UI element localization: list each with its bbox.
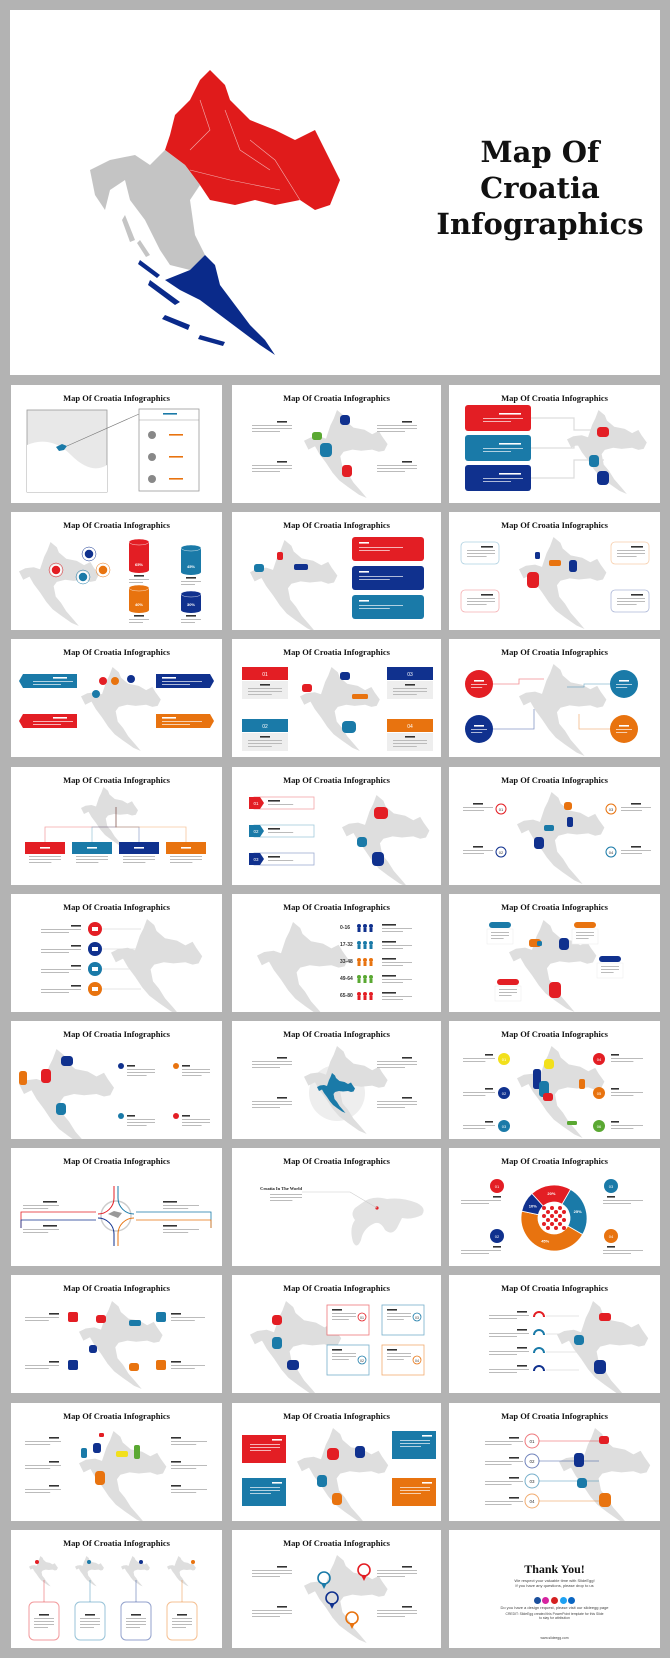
- slide-graphic: [11, 1148, 222, 1266]
- slide-title: Map Of Croatia Infographics: [501, 520, 608, 530]
- svg-text:04: 04: [415, 1359, 419, 1363]
- slide-title: Map Of Croatia Infographics: [63, 393, 170, 403]
- credit-text: CREDIT: SlideEgg created this PowerPoint template for this Slide to stay for attribution: [505, 1612, 604, 1620]
- svg-text:02: 02: [501, 1091, 507, 1096]
- slide-graphic: [232, 639, 441, 757]
- svg-text:04: 04: [608, 1234, 614, 1239]
- slide-title: Map Of Croatia Infographics: [63, 1538, 170, 1548]
- slide-thumbnail-15[interactable]: [232, 894, 441, 1012]
- slide-thumbnail-12[interactable]: [232, 767, 441, 885]
- slide-title: Map Of Croatia Infographics: [283, 647, 390, 657]
- slide-graphic: [232, 512, 441, 630]
- svg-text:49-64: 49-64: [340, 976, 353, 982]
- svg-text:03: 03: [608, 1184, 614, 1189]
- slide-thumbnail-7[interactable]: [449, 512, 660, 630]
- slide-thumbnail-21[interactable]: [232, 1148, 441, 1266]
- slide-title: Map Of Croatia Infographics: [63, 1283, 170, 1293]
- slide-graphic: [232, 894, 441, 1012]
- svg-text:0-16: 0-16: [340, 925, 351, 931]
- slide-graphic: [232, 767, 441, 885]
- svg-text:03: 03: [529, 1479, 535, 1484]
- svg-text:17-32: 17-32: [340, 942, 353, 948]
- croatia-map-shape: [111, 919, 202, 1012]
- design-request-text: Do you have a design request, please visit our slideegg page: [500, 1605, 609, 1610]
- twitter-icon[interactable]: [560, 1597, 567, 1604]
- website-link[interactable]: www.slideegg.com: [540, 1636, 569, 1640]
- croatia-map-shape: [29, 1556, 58, 1586]
- slide-graphic: [11, 639, 222, 757]
- svg-text:02: 02: [498, 850, 504, 855]
- svg-text:02: 02: [494, 1234, 500, 1239]
- svg-text:02: 02: [253, 829, 259, 834]
- slide-title: Map Of Croatia Infographics: [63, 902, 170, 912]
- slide-graphic: [449, 1403, 660, 1521]
- hero-title: [410, 134, 670, 242]
- slide-thumbnail-19[interactable]: [449, 1021, 660, 1139]
- croatia-map-shape: [167, 1556, 196, 1586]
- hero-title-line-3: Infographics: [436, 207, 644, 241]
- slide-thumbnail-16[interactable]: [449, 894, 660, 1012]
- svg-text:01: 01: [501, 1057, 507, 1062]
- slide-graphic: [11, 767, 222, 885]
- svg-text:04: 04: [608, 850, 614, 855]
- croatia-map-graphic: [50, 40, 350, 360]
- slide-title: Map Of Croatia Infographics: [501, 775, 608, 785]
- thank-you-title: Thank You!: [524, 1562, 585, 1576]
- svg-text:01: 01: [529, 1439, 535, 1444]
- slide-thumbnail-13[interactable]: [449, 767, 660, 885]
- slide-thumbnail-10[interactable]: [449, 639, 660, 757]
- svg-text:04: 04: [407, 724, 413, 730]
- croatia-map-shape: [81, 787, 138, 847]
- slide-title: Map Of Croatia Infographics: [63, 520, 170, 530]
- svg-text:03: 03: [608, 807, 614, 812]
- facebook-icon[interactable]: [534, 1597, 541, 1604]
- slide-title: Map Of Croatia Infographics: [63, 647, 170, 657]
- svg-text:30%: 30%: [186, 602, 196, 607]
- svg-text:03: 03: [501, 1124, 507, 1129]
- slide-title: Map Of Croatia Infographics: [501, 1411, 608, 1421]
- slide-graphic: [11, 1403, 222, 1521]
- croatia-map-shape: [304, 1555, 388, 1643]
- slide-thumbnail-29[interactable]: [11, 1530, 222, 1648]
- slide-graphic: [449, 639, 660, 757]
- slide-thumbnail-30[interactable]: [232, 1530, 441, 1648]
- slide-thumbnail-20[interactable]: [11, 1148, 222, 1266]
- slide-thumbnail-31[interactable]: [449, 1530, 660, 1648]
- slide-graphic: [11, 1021, 222, 1139]
- slide-title: Map Of Croatia Infographics: [283, 520, 390, 530]
- svg-text:03: 03: [415, 1316, 419, 1320]
- croatia-map-shape: [121, 1556, 150, 1586]
- slide-graphic: [449, 1275, 660, 1393]
- slide-title: Map Of Croatia Infographics: [283, 1029, 390, 1039]
- slide-graphic: [232, 1403, 441, 1521]
- slide-graphic: [232, 1021, 441, 1139]
- linkedin-icon[interactable]: [568, 1597, 575, 1604]
- slide-graphic: [232, 385, 441, 503]
- slide-title: Map Of Croatia Infographics: [501, 1156, 608, 1166]
- slide-thumbnail-24[interactable]: [232, 1275, 441, 1393]
- slide-thumbnail-11[interactable]: [11, 767, 222, 885]
- svg-text:01: 01: [494, 1184, 500, 1189]
- slide-graphic: [449, 512, 660, 630]
- slide-graphic: [449, 385, 660, 503]
- youtube-icon[interactable]: [551, 1597, 558, 1604]
- slide-thumbnail-9[interactable]: [232, 639, 441, 757]
- slide-thumbnail-6[interactable]: [232, 512, 441, 630]
- slide-thumbnail-28[interactable]: [449, 1403, 660, 1521]
- instagram-icon[interactable]: [542, 1597, 549, 1604]
- croatia-map-shape: [297, 1428, 388, 1521]
- svg-text:Croatia In The World: Croatia In The World: [260, 1186, 302, 1191]
- slide-graphic: [11, 1275, 222, 1393]
- svg-text:01: 01: [253, 801, 259, 806]
- slide-graphic: [11, 512, 222, 630]
- slide-graphic: [11, 1530, 222, 1648]
- slide-graphic: [449, 894, 660, 1012]
- svg-text:04: 04: [529, 1499, 535, 1504]
- croatia-map-shape: [79, 1301, 163, 1389]
- croatia-map-shape: [519, 664, 606, 756]
- slide-title: Map Of Croatia Infographics: [501, 1283, 608, 1293]
- slide-thumbnail-26[interactable]: [11, 1403, 222, 1521]
- slide-title: Map Of Croatia Infographics: [501, 647, 608, 657]
- slide-thumbnail-18[interactable]: [232, 1021, 441, 1139]
- svg-text:33-48: 33-48: [340, 959, 353, 965]
- svg-text:05: 05: [596, 1091, 602, 1096]
- svg-text:45%: 45%: [186, 564, 196, 569]
- slide-graphic: [11, 894, 222, 1012]
- svg-text:40%: 40%: [134, 602, 144, 607]
- svg-text:01: 01: [498, 807, 504, 812]
- slide-thumbnail-8[interactable]: [11, 639, 222, 757]
- slide-title: Map Of Croatia Infographics: [283, 1411, 390, 1421]
- slide-thumbnail-2[interactable]: [11, 385, 222, 503]
- hero-slide[interactable]: [10, 10, 660, 375]
- svg-text:02: 02: [262, 724, 268, 730]
- slide-thumbnail-23[interactable]: [11, 1275, 222, 1393]
- svg-text:01: 01: [360, 1316, 364, 1320]
- svg-text:03: 03: [253, 857, 259, 862]
- svg-text:10%: 10%: [528, 1203, 537, 1209]
- slide-title: Map Of Croatia Infographics: [63, 1156, 170, 1166]
- croatia-map-shape: [517, 1046, 604, 1138]
- slide-title: Map Of Croatia Infographics: [63, 1029, 170, 1039]
- slide-graphic: [11, 385, 222, 503]
- slide-title: Map Of Croatia Infographics: [283, 1283, 390, 1293]
- croatia-map-shape: [79, 1431, 166, 1521]
- slide-graphic: [232, 1148, 441, 1266]
- croatia-map-shape: [257, 922, 351, 1012]
- slide-graphic: [232, 1530, 441, 1648]
- slide-graphic: [449, 767, 660, 885]
- slide-thumbnail-3[interactable]: [232, 385, 441, 503]
- svg-text:02: 02: [360, 1359, 364, 1363]
- slide-thumbnail-22[interactable]: [449, 1148, 660, 1266]
- croatia-map-shape: [81, 667, 161, 751]
- svg-text:25%: 25%: [573, 1209, 582, 1215]
- slide-thumbnail-27[interactable]: [232, 1403, 441, 1521]
- map-region-south: [165, 255, 275, 355]
- slide-title: Map Of Croatia Infographics: [501, 902, 608, 912]
- svg-text:04: 04: [596, 1057, 602, 1062]
- slide-title: Map Of Croatia Infographics: [501, 1029, 608, 1039]
- slide-title: Map Of Croatia Infographics: [63, 1411, 170, 1421]
- svg-text:65-80: 65-80: [340, 993, 353, 999]
- slide-title: Map Of Croatia Infographics: [283, 393, 390, 403]
- svg-text:03: 03: [407, 672, 413, 678]
- svg-text:02: 02: [529, 1459, 535, 1464]
- svg-text:06: 06: [596, 1124, 602, 1129]
- slide-title: Map Of Croatia Infographics: [63, 775, 170, 785]
- slide-graphic: [449, 1021, 660, 1139]
- slide-graphic: [232, 1275, 441, 1393]
- hero-title-line-1: Map Of: [480, 135, 600, 169]
- slide-graphic: [449, 1148, 660, 1266]
- croatia-map-shape: [517, 792, 604, 884]
- slide-title: Map Of Croatia Infographics: [501, 393, 608, 403]
- slide-thumbnail-14[interactable]: [11, 894, 222, 1012]
- croatia-map-shape: [300, 667, 380, 751]
- svg-text:65%: 65%: [134, 562, 144, 567]
- thank-you-line-2: If you have any questions, please drop to us: [515, 1583, 594, 1588]
- slide-thumbnail-25[interactable]: [449, 1275, 660, 1393]
- svg-text:01: 01: [262, 672, 268, 678]
- slide-title: Map Of Croatia Infographics: [283, 1156, 390, 1166]
- thank-you-line-1: We respect your valuable time with SlideEgg!: [514, 1578, 595, 1583]
- hero-title-line-2: Croatia: [480, 171, 600, 205]
- slide-thumbnail-17[interactable]: [11, 1021, 222, 1139]
- slide-title: Map Of Croatia Infographics: [283, 902, 390, 912]
- svg-text:45%: 45%: [541, 1238, 550, 1244]
- svg-text:20%: 20%: [547, 1191, 556, 1197]
- slide-title: Map Of Croatia Infographics: [283, 775, 390, 785]
- slide-thumbnail-5[interactable]: [11, 512, 222, 630]
- slide-title: Map Of Croatia Infographics: [283, 1538, 390, 1548]
- croatia-map-shape: [250, 540, 337, 630]
- slide-thumbnail-4[interactable]: [449, 385, 660, 503]
